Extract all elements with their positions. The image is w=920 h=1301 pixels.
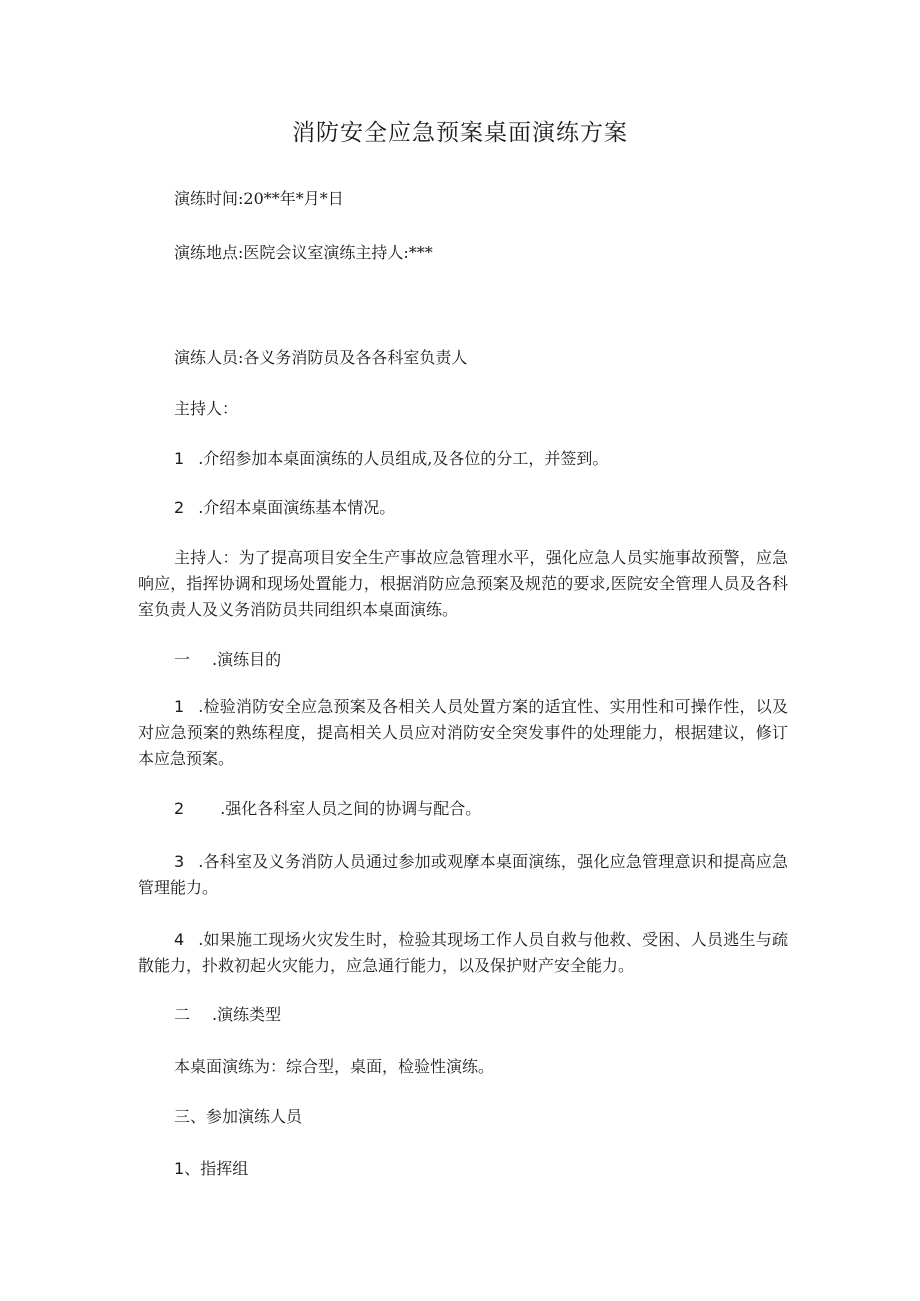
section-heading-purpose	[174, 647, 281, 670]
purpose-item-3-number: 3	[174, 852, 185, 871]
section-heading-type	[174, 1002, 281, 1025]
host-item-2-number: 2	[174, 498, 185, 517]
drill-place-line: 演练地点:医院会议室演练主持人:***	[174, 243, 433, 262]
section-heading-participants: 三、参加演练人员	[174, 1107, 303, 1126]
purpose-item-2-number: 2	[174, 799, 185, 818]
command-group-number: 1	[174, 1159, 185, 1178]
purpose-item-4-number: 4	[174, 930, 185, 949]
document-title: 消防安全应急预案桌面演练方案	[292, 120, 628, 146]
host-item-1-text: .介绍参加本桌面演练的人员组成,及各位的分工，并签到。	[198, 449, 609, 468]
host-item-2	[174, 495, 395, 518]
purpose-item-2	[174, 796, 481, 819]
command-group-text: 、指挥组	[184, 1159, 249, 1178]
purpose-item-1-text: .检验消防安全应急预案及各相关人员处置方案的适宜性、实用性和可操作性，以及对应急预案的熟练程度，提高相关人员应对消防安全突发事件的处理能力，根据建议，修订本应急预案。	[138, 697, 788, 768]
host-paragraph: 主持人：为了提高项目安全生产事故应急管理水平，强化应急人员实施事故预警，应急响应，指挥协调和现场处置能力，根据消防应急预案及规范的要求,医院安全管理人员及各科室负责人及义务消防员共同组织本桌面演练。	[138, 548, 788, 619]
drill-people-line: 演练人员:各义务消防员及各各科室负责人	[174, 348, 468, 367]
host-item-1	[174, 446, 608, 469]
purpose-item-3-text: .各科室及义务消防人员通过参加或观摩本桌面演练，强化应急管理意识和提高应急管理能力。	[138, 852, 788, 897]
purpose-item-2-text: .强化各科室人员之间的协调与配合。	[220, 799, 482, 818]
drill-time-line: 演练时间:20**年*月*日	[174, 189, 344, 208]
host-item-1-number: 1	[174, 449, 185, 468]
section-1-number: 一	[174, 650, 191, 669]
section-2-text: .演练类型	[212, 1005, 282, 1024]
purpose-item-4-text: .如果施工现场火灾发生时，检验其现场工作人员自救与他救、受困、人员逃生与疏散能力，扑救初起火灾能力，应急通行能力，以及保护财产安全能力。	[138, 930, 788, 975]
host-item-2-text: .介绍本桌面演练基本情况。	[198, 498, 396, 517]
host-label: 主持人：	[174, 399, 239, 418]
purpose-item-1-number: 1	[174, 697, 185, 716]
section-2-number: 二	[174, 1005, 191, 1024]
section-1-text: .演练目的	[212, 650, 282, 669]
command-group-item	[174, 1156, 248, 1179]
purpose-item-3	[138, 849, 788, 901]
drill-type-line: 本桌面演练为：综合型，桌面，检验性演练。	[174, 1057, 495, 1076]
purpose-item-1	[138, 694, 788, 772]
purpose-item-4	[138, 927, 788, 979]
